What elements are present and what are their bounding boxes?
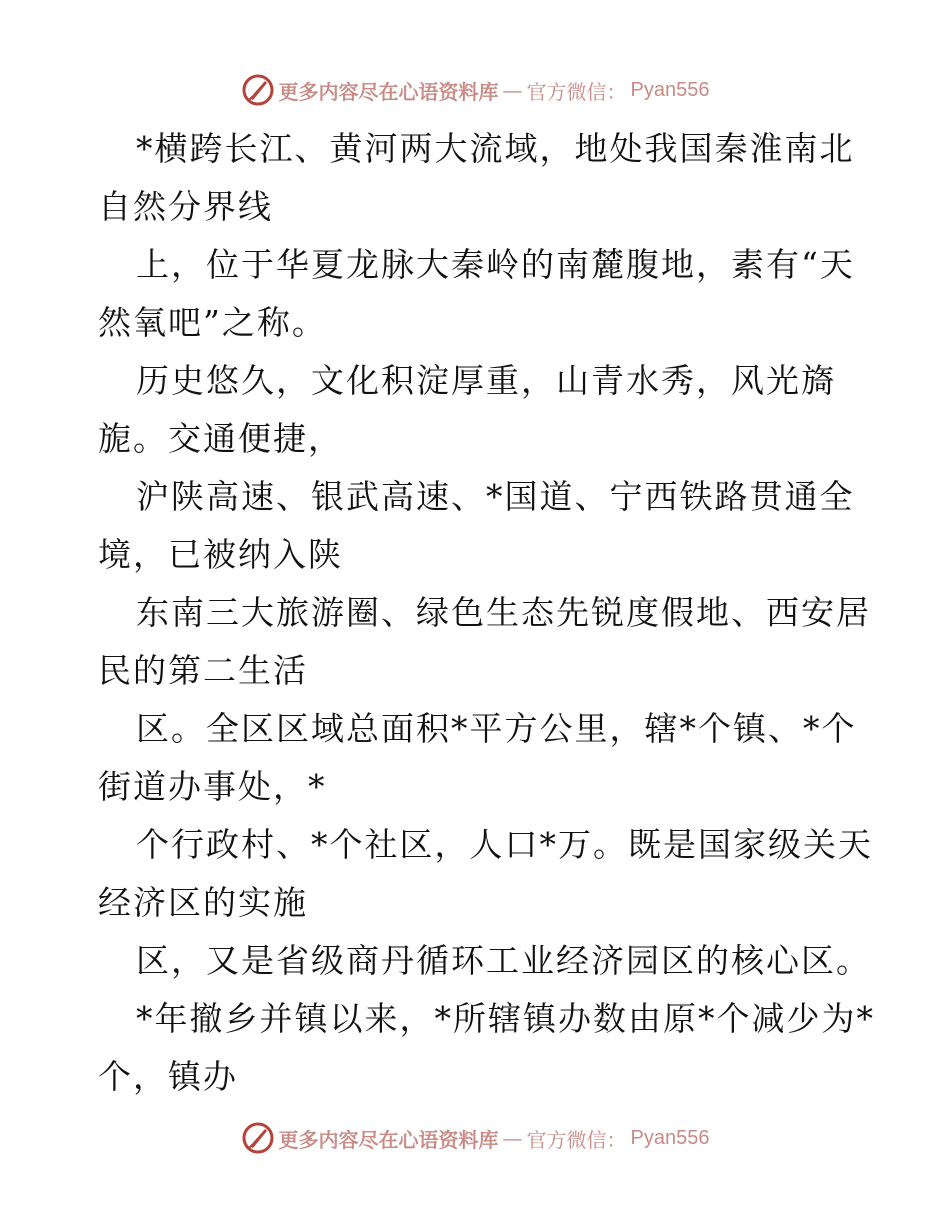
text-line: 境，已被纳入陕 [98, 535, 343, 574]
text-line: 自然分界线 [98, 187, 273, 226]
text-line: *横跨长江、黄河两大流域，地处我国秦淮南北 [136, 129, 855, 168]
text-line: 区。全区区域总面积*平方公里，辖*个镇、*个 [136, 709, 857, 748]
text-line: 街道办事处，* [98, 767, 327, 806]
text-line: 然氧吧”之称。 [98, 303, 327, 342]
text-line: 东南三大旅游圈、绿色生态先锐度假地、西安居 [136, 593, 871, 632]
text-line: 经济区的实施 [98, 883, 308, 922]
document-body [98, 120, 875, 1106]
quill-logo-icon [241, 1121, 275, 1155]
banner-wechat-id: Pyan556 [630, 1126, 710, 1149]
banner-wechat-id: Pyan556 [630, 78, 710, 101]
text-line: 民的第二生活 [98, 651, 308, 690]
banner-sub-text: 官方微信： [526, 79, 627, 104]
text-line: 历史悠久，文化积淀厚重，山青水秀，风光旖 [136, 361, 836, 400]
banner-main-text: 更多内容尽在心语资料库 [278, 1127, 499, 1152]
text-line: 旎。交通便捷， [98, 419, 343, 458]
page-footer-banner [0, 1118, 950, 1158]
text-line: 区，又是省级商丹循环工业经济园区的核心区。 [136, 941, 871, 980]
text-line: 个，镇办 [98, 1057, 238, 1096]
banner-sub-text: 官方微信： [526, 1127, 627, 1152]
text-line: 上，位于华夏龙脉大秦岭的南麓腹地，素有“天 [136, 245, 855, 284]
text-line: 沪陕高速、银武高速、*国道、宁西铁路贯通全 [136, 477, 855, 516]
banner-separator: — [502, 1126, 523, 1150]
text-line: 个行政村、*个社区，人口*万。既是国家级关天 [136, 825, 873, 864]
text-line: *年撤乡并镇以来，*所辖镇办数由原*个减少为* [136, 999, 875, 1038]
banner-separator: — [502, 78, 523, 102]
page-header-banner [0, 70, 950, 110]
banner-main-text: 更多内容尽在心语资料库 [278, 79, 499, 104]
quill-logo-icon [241, 73, 275, 107]
